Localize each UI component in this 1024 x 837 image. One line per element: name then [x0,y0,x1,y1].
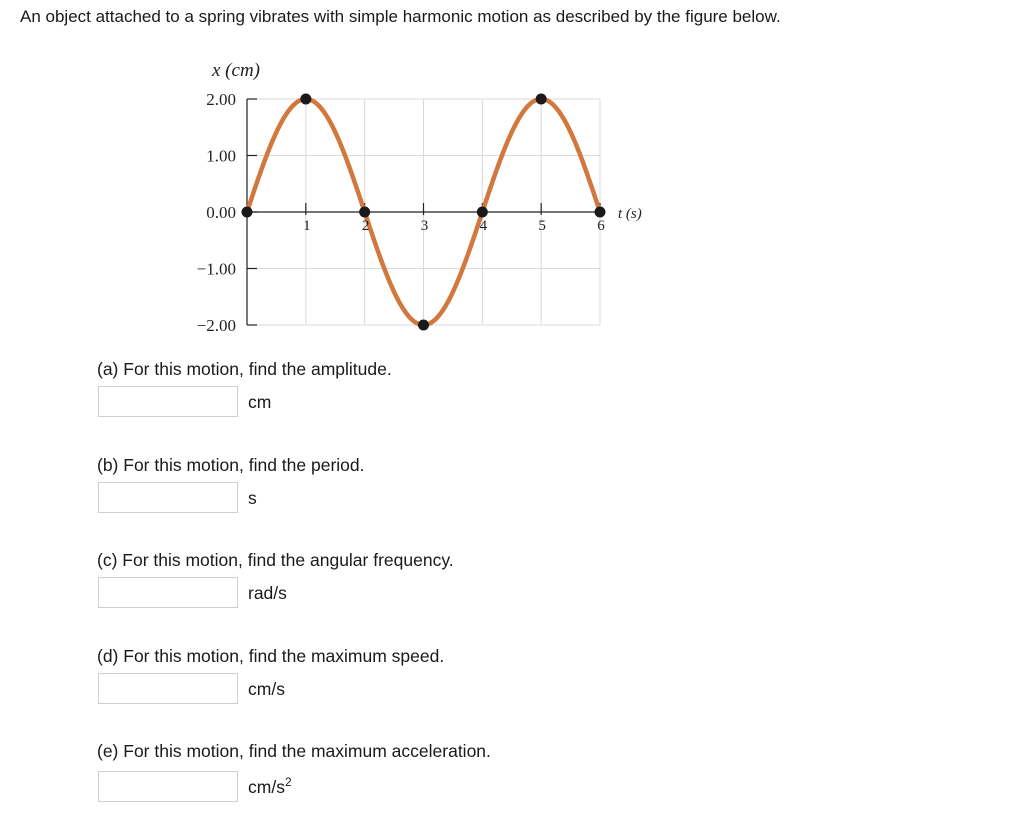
curve-point [536,94,547,105]
y-tick-label: 2.00 [206,90,236,109]
problem-intro: An object attached to a spring vibrates with simple harmonic motion as described by the figure below. [20,7,781,26]
graph-labels [197,60,642,335]
question-a-text: (a) For this motion, find the amplitude. [97,359,392,379]
unit-label-e: $cm/s^2$ [248,775,292,797]
y-tick-label: 0.00 [206,203,236,222]
curve-point [418,320,429,331]
x-tick-label: 6 [597,218,605,234]
x-tick-label: 1 [303,218,311,234]
question-e-text: (e) For this motion, find the maximum acceleration. [97,741,491,761]
unit-label-b: s [248,488,257,508]
unit-label-c: rad/s [248,583,287,603]
maximum-acceleration-input[interactable] [98,771,238,802]
answer-row-b [98,482,257,513]
x-axis-title: t (s) [618,206,642,222]
curve-point [242,207,253,218]
y-axis-title: x (cm) [212,60,260,81]
answer-row-a [98,386,271,417]
curve-point [359,207,370,218]
x-tick-label: 4 [479,218,488,234]
unit-label-d: cm/s [248,679,285,699]
curve-point [595,207,606,218]
x-tick-label: 3 [420,218,429,234]
angular-frequency-input[interactable] [98,577,238,608]
position-time-graph [150,52,670,342]
period-input[interactable] [98,482,238,513]
maximum-speed-input[interactable] [98,673,238,704]
answer-row-e [98,771,292,802]
question-c-text: (c) For this motion, find the angular frequency. [97,550,454,570]
x-tick-label: 2 [361,218,370,234]
answer-row-d [98,673,285,704]
question-d-text: (d) For this motion, find the maximum speed. [97,646,445,666]
y-tick-label: −2.00 [196,316,236,335]
answer-row-c [98,577,287,608]
question-b-text: (b) For this motion, find the period. [97,455,365,475]
curve-point [477,207,488,218]
x-tick-label: 5 [538,218,546,234]
y-tick-label: −1.00 [196,259,236,279]
curve-point [300,94,311,105]
amplitude-input[interactable] [98,386,238,417]
unit-label-a: cm [248,392,272,412]
y-tick-label: 1.00 [206,146,236,166]
